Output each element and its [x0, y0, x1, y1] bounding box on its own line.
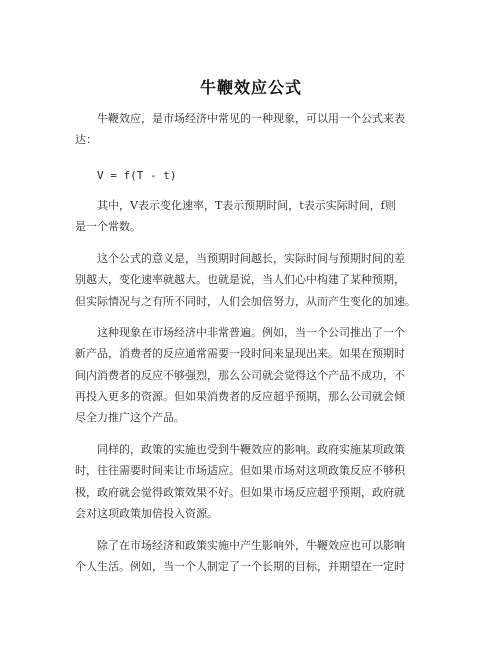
paragraph-line: 除了在市场经济和政策实施中产生影响外，牛鞭效应也可以影响	[97, 539, 405, 552]
paragraph-meaning	[75, 248, 445, 312]
paragraph-line: 间内消费者的反应不够强烈，那么公司就会觉得这个产品不成功，不	[75, 368, 405, 382]
formula-line	[75, 165, 445, 186]
paragraph-market-example	[75, 322, 445, 428]
paragraph-line: 其中，V表示变化速率，T表示预期时间，t表示实际时间，f则	[97, 199, 396, 212]
paragraph-line: 个人生活。例如，当一个人制定了一个长期的目标，并期望在一定时	[75, 560, 405, 574]
paragraph-personal	[75, 535, 445, 578]
paragraph-line: 会对这项政策加倍投入资源。	[75, 506, 218, 520]
paragraph-intro	[75, 108, 445, 151]
paragraph-variables	[75, 195, 445, 238]
paragraph-line: 时，往往需要时间来让市场适应。但如果市场对这项政策反应不够积	[75, 464, 405, 478]
paragraph-line: 别越大，变化速率就越大。也就是说，当人们心中构建了某种预期，	[75, 273, 405, 287]
document-title: 牛鞭效应公式	[199, 78, 302, 97]
paragraph-line: 这个公式的意义是，当预期时间越长，实际时间与预期时间的差	[97, 252, 405, 265]
paragraph-line: 同样的，政策的实施也受到牛鞭效应的影响。政府实施某项政策	[97, 443, 405, 456]
paragraph-line: 但实际情况与之有所不同时，人们会加倍努力，从而产生变化的加速。	[75, 294, 416, 308]
paragraph-line: 这种现象在市场经济中非常普遍。例如，当一个公司推出了一个	[97, 326, 405, 339]
paragraph-line: 牛鞭效应，是市场经济中常见的一种现象，可以用一个公式来表	[97, 112, 405, 125]
paragraph-line: 新产品，消费者的反应通常需要一段时间来显现出来。如果在预期时	[75, 347, 405, 361]
paragraph-line: 再投入更多的资源。但如果消费者的反应超乎预期，那么公司就会倾	[75, 389, 405, 403]
paragraph-line: 极，政府就会觉得政策效果不好。但如果市场反应超乎预期，政府就	[75, 485, 405, 499]
paragraph-policy	[75, 439, 445, 524]
paragraph-line: 尽全力推广这个产品。	[75, 411, 185, 425]
paragraph-line: 是一个常数。	[75, 220, 141, 234]
formula-text: V = f(T - t)	[97, 169, 177, 182]
paragraph-line: 达：	[75, 133, 97, 147]
